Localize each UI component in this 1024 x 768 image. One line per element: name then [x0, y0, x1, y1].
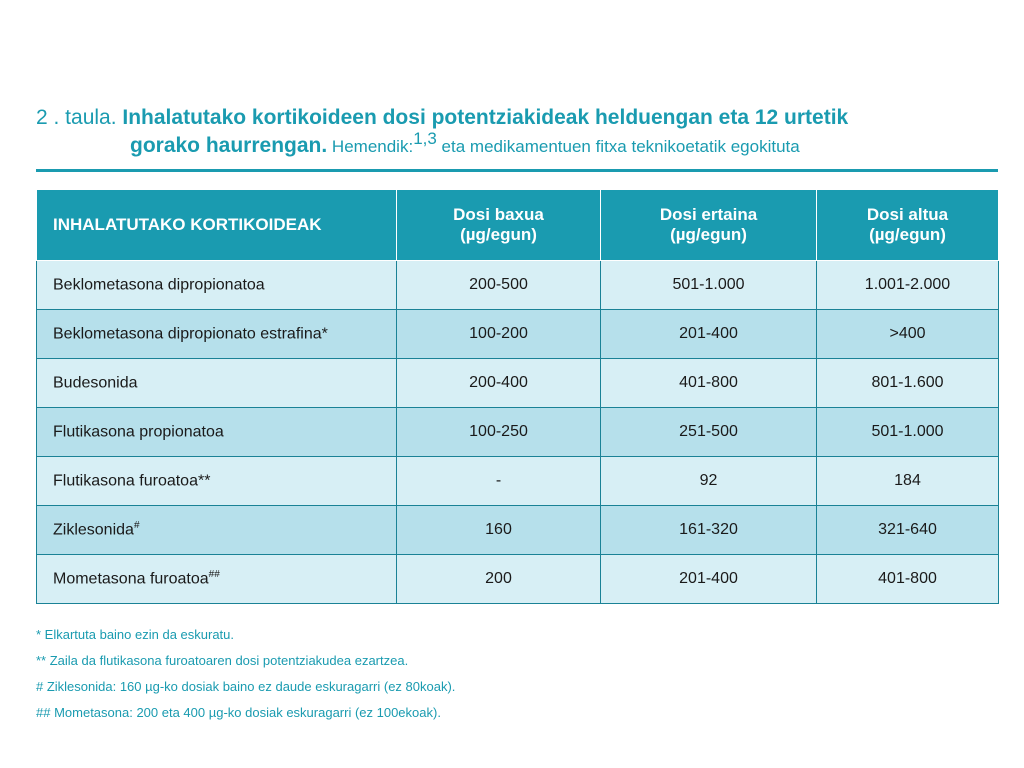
- header-low-dose: [397, 190, 601, 261]
- mid-dose-cell: 251-500: [601, 408, 817, 457]
- high-dose-cell: 801-1.600: [817, 359, 999, 408]
- header-mid-dose-label: Dosi ertaina: [659, 205, 758, 224]
- table-header-row: [37, 190, 999, 261]
- table-title: [36, 104, 996, 161]
- mid-dose-cell: 201-400: [601, 555, 817, 604]
- header-low-dose-label: Dosi baxua: [453, 205, 544, 224]
- drug-name: [37, 261, 397, 310]
- drug-name: [37, 310, 397, 359]
- title-divider: [36, 169, 998, 172]
- drug-name: [37, 359, 397, 408]
- title-main-line1: Inhalatutako kortikoideen dosi potentziakideak helduengan eta 12 urtetik: [122, 106, 849, 129]
- mid-dose-cell: 92: [601, 457, 817, 506]
- drug-name-sup: ##: [208, 569, 220, 581]
- low-dose-cell: 200-500: [397, 261, 601, 310]
- footnote: # Ziklesonida: 160 µg-ko dosiak baino ez daude eskuragarri (ez 80koak).: [36, 679, 456, 694]
- drug-name: [37, 555, 397, 604]
- title-source-suffix: eta medikamentuen fitxa teknikoetatik egokituta: [436, 137, 800, 156]
- drug-name-text: Ziklesonida: [53, 521, 134, 539]
- low-dose-cell: 160: [397, 506, 601, 555]
- table-row: [37, 408, 999, 457]
- header-high-dose-label: Dosi altua: [866, 205, 949, 224]
- low-dose-cell: -: [397, 457, 601, 506]
- mid-dose-cell: 501-1.000: [601, 261, 817, 310]
- footnote: ** Zaila da flutikasona furoatoaren dosi potentziakudea ezartzea.: [36, 653, 409, 668]
- title-lead: 2 . taula.: [36, 106, 123, 129]
- table-row: [37, 359, 999, 408]
- high-dose-cell: 1.001-2.000: [817, 261, 999, 310]
- header-low-dose-unit: (µg/egun): [460, 225, 537, 244]
- dose-table: [36, 189, 999, 604]
- mid-dose-cell: 161-320: [601, 506, 817, 555]
- mid-dose-cell: 201-400: [601, 310, 817, 359]
- footnote: * Elkartuta baino ezin da eskuratu.: [36, 627, 235, 642]
- high-dose-cell: 501-1.000: [817, 408, 999, 457]
- mid-dose-cell: 401-800: [601, 359, 817, 408]
- low-dose-cell: 100-200: [397, 310, 601, 359]
- drug-name-text: Flutikasona furoatoa**: [53, 472, 211, 490]
- title-source-prefix: Hemendik:: [327, 137, 414, 156]
- drug-name-text: Flutikasona propionatoa: [53, 423, 224, 441]
- drug-name-text: Mometasona furoatoa: [53, 570, 209, 588]
- low-dose-cell: 200: [397, 555, 601, 604]
- drug-name-text: Budesonida: [53, 374, 138, 392]
- header-high-dose-unit: (µg/egun): [869, 225, 946, 244]
- low-dose-cell: 200-400: [397, 359, 601, 408]
- title-source-sup: 1,3: [413, 129, 437, 148]
- footnotes: [36, 626, 996, 730]
- title-main-line2: gorako haurrengan.: [130, 134, 328, 157]
- header-high-dose: [817, 190, 999, 261]
- header-corticoids-label: INHALATUTAKO KORTIKOIDEAK: [53, 215, 322, 234]
- drug-name: [37, 457, 397, 506]
- table-row: [37, 310, 999, 359]
- drug-name-sup: #: [133, 520, 140, 532]
- drug-name-text: Beklometasona dipropionatoa: [53, 276, 265, 294]
- drug-name: [37, 506, 397, 555]
- table-row: [37, 261, 999, 310]
- high-dose-cell: >400: [817, 310, 999, 359]
- drug-name-text: Beklometasona dipropionato estrafina*: [53, 325, 328, 343]
- header-corticoids: [37, 190, 397, 261]
- table-row: [37, 506, 999, 555]
- header-mid-dose-unit: (µg/egun): [670, 225, 747, 244]
- high-dose-cell: 184: [817, 457, 999, 506]
- table-row: [37, 457, 999, 506]
- table-row: [37, 555, 999, 604]
- footnote: ## Mometasona: 200 eta 400 µg-ko dosiak eskuragarri (ez 100ekoak).: [36, 705, 441, 720]
- high-dose-cell: 401-800: [817, 555, 999, 604]
- drug-name: [37, 408, 397, 457]
- high-dose-cell: 321-640: [817, 506, 999, 555]
- low-dose-cell: 100-250: [397, 408, 601, 457]
- header-mid-dose: [601, 190, 817, 261]
